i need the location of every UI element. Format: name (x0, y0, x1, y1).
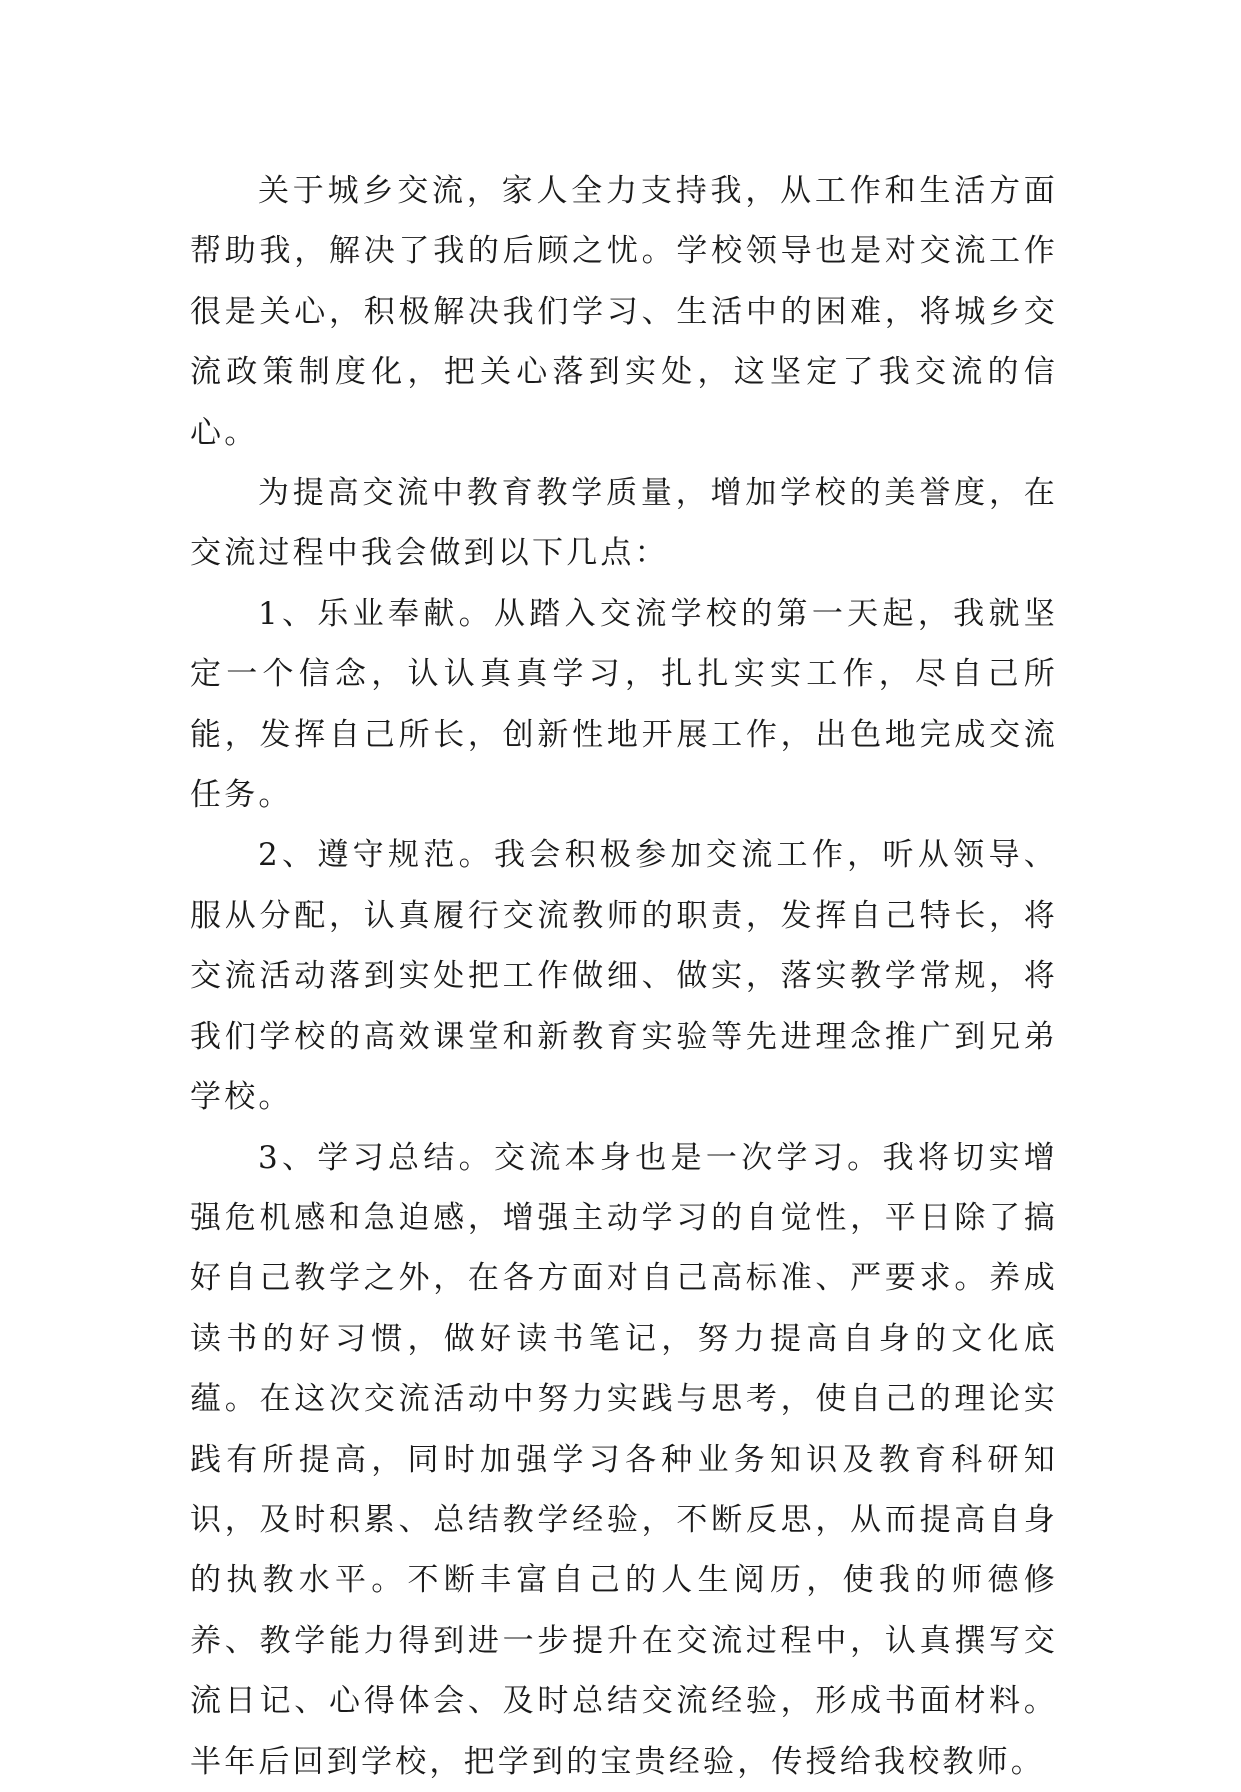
paragraph-intro-points: 为提高交流中教育教学质量，增加学校的美誉度，在交流过程中我会做到以下几点： (190, 475, 1058, 572)
paragraph-family-support: 关于城乡交流，家人全力支持我，从工作和生活方面帮助我，解决了我的后顾之忧。学校领导也是对交流工作很是关心，积极解决我们学习、生活中的困难，将城乡交流政策制度化，把关心落到实处，这坚定了我交流的信心。 (190, 173, 1058, 451)
paragraph-point-3: 3、学习总结。交流本身也是一次学习。我将切实增强危机感和急迫感，增强主动学习的自觉性，平日除了搞好自己教学之外，在各方面对自己高标准、严要求。养成读书的好习惯，做好读书笔记，努力提高自身的文化底蕴。在这次交流活动中努力实践与思考，使自己的理论实践有所提高，同时加强学习各种业务知识及教育科研知识，及时积累、总结教学经验，不断反思，从而提高自身的执教水平。不断丰富自己的人生阅历，使我的师德修养、教学能力得到进一步提升在交流过程中，认真撰写交流日记、心得体会、及时总结交流经验，形成书面材料。半年后回到学校，把学到的宝贵经验，传授给我校教师。 (190, 1139, 1058, 1780)
paragraph-point-1: 1、乐业奉献。从踏入交流学校的第一天起，我就坚定一个信念，认认真真学习，扎扎实实工作，尽自己所能，发挥自己所长，创新性地开展工作，出色地完成交流任务。 (190, 595, 1058, 814)
paragraph-point-2: 2、遵守规范。我会积极参加交流工作，听从领导、服从分配，认真履行交流教师的职责，发挥自己特长，将交流活动落到实处把工作做细、做实，落实教学常规，将我们学校的高效课堂和新教育实验等先进理念推广到兄弟学校。 (190, 837, 1058, 1116)
document-body (190, 161, 1058, 1792)
